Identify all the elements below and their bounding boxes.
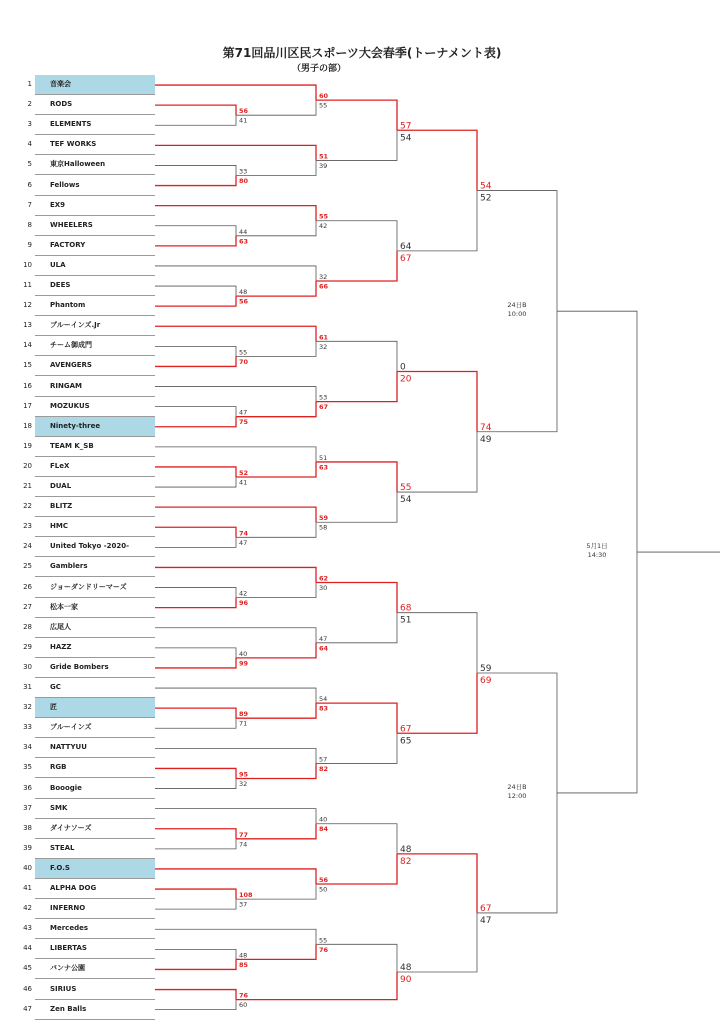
match-schedule: 12:00 [507,791,527,800]
winner-line [155,356,236,366]
match-schedule: 24日B [507,782,527,791]
winner-line [155,417,236,427]
bracket-line [155,648,236,658]
match-score: 48 [400,962,412,973]
team-number: 14 [23,341,32,350]
team-number: 28 [23,622,32,631]
match-score: 50 [319,885,328,894]
match-score: 82 [400,856,412,867]
team-name: 東京Halloween [50,160,106,169]
match-score: 55 [319,936,328,945]
match-score: 57 [400,121,412,132]
match-score: 74 [239,840,248,849]
team-number: 2 [27,100,32,109]
bracket-line [155,718,236,728]
page-subtitle: （男子の部） [291,64,346,74]
bracket-line [155,537,236,547]
bracket-line [155,1000,236,1010]
team-name: 匠 [50,703,57,712]
team-number: 15 [23,361,32,370]
match-score: 59 [480,663,492,674]
winner-line [155,296,236,306]
match-score: 62 [319,574,329,583]
match-score: 44 [239,227,248,236]
team-name: ブルーインズ [50,723,92,732]
match-schedule: 5月1日 [586,542,608,551]
team-number: 35 [23,763,32,772]
team-name: TEF WORKS [50,140,97,149]
match-score: 77 [239,830,249,839]
match-score: 54 [400,133,412,144]
team-name: バンナ公園 [50,964,85,973]
team-name: 広尾人 [50,622,71,631]
team-number: 38 [23,823,32,832]
match-score: 32 [319,342,328,351]
team-number: 32 [23,703,32,712]
winner-line [316,703,397,733]
match-score: 82 [319,764,329,773]
team-name: RGB [50,763,67,772]
match-score: 74 [480,422,492,433]
winner-line [236,281,316,296]
match-score: 58 [319,523,328,532]
match-score: 52 [239,469,249,477]
team-number: 5 [27,160,32,169]
team-name: Gride Bombers [50,662,109,671]
match-score: 32 [319,273,328,282]
team-name: SIRIUS [50,984,77,993]
team-name: ALPHA DOG [50,884,97,892]
team-number: 30 [23,662,32,671]
match-score: 53 [319,393,328,402]
team-name: Ninety-three [50,421,101,430]
bracket-line [316,341,397,371]
match-score: 60 [319,92,329,101]
bracket-line [316,613,397,643]
bracket-line [236,341,316,356]
match-schedule: 24日B [507,301,527,310]
match-score: 68 [400,603,412,614]
team-name: Gamblers [50,562,88,571]
winner-line [155,85,316,100]
team-number: 46 [23,984,32,993]
bracket-line [155,165,236,175]
team-name: FLeX [50,461,70,470]
team-number: 40 [23,863,32,872]
team-name: HMC [50,522,68,531]
team-number: 1 [27,80,32,88]
winner-line [155,105,236,115]
bracket-line [155,688,316,703]
bracket-line [477,311,557,432]
team-number: 39 [23,843,32,852]
match-score: 54 [319,695,328,704]
winner-line [316,100,397,130]
match-score: 55 [319,212,329,221]
team-number: 6 [27,180,32,189]
team-name: FACTORY [50,240,86,249]
winner-line [155,206,316,221]
match-score: 75 [239,418,249,427]
bracket-line [316,492,397,522]
winner-line [155,236,236,246]
team-number: 41 [23,884,32,892]
team-name: ジョーダンドリーマーズ [50,582,127,591]
team-name: LIBERTAS [50,944,87,953]
bracket-line [155,266,316,281]
winner-line [316,583,397,613]
match-score: 49 [480,434,492,445]
team-name: RINGAM [50,381,82,390]
winner-line [236,402,316,417]
bracket-line [155,929,316,944]
match-score: 20 [400,374,412,385]
team-number: 10 [23,260,32,269]
winner-line [155,708,236,718]
team-name: Zen Balls [50,1004,87,1013]
team-number: 44 [23,944,32,953]
winner-line [155,768,236,778]
match-score: 48 [239,288,248,297]
bracket-line [477,191,557,312]
team-number: 27 [23,602,32,611]
match-score: 76 [239,991,249,1000]
team-name: GC [50,683,61,691]
match-score: 42 [319,222,328,231]
match-score: 64 [319,644,329,653]
match-score: 41 [239,116,248,125]
winner-line [155,567,316,582]
team-number: 19 [23,441,32,450]
winner-line [236,944,316,959]
bracket-line [155,949,236,959]
bracket-line [155,387,316,402]
bracket-line [155,447,316,462]
match-score: 52 [480,193,492,204]
team-number: 24 [23,542,32,551]
match-score: 48 [239,951,248,960]
match-score: 56 [239,297,249,306]
match-score: 67 [400,724,412,735]
team-number: 45 [23,964,32,973]
team-name: 松本一家 [50,602,78,611]
bracket-line [155,809,316,824]
team-name: WHEELERS [50,220,93,229]
match-score: 56 [319,876,329,885]
team-number: 23 [23,522,32,531]
team-name: ダイナソーズ [50,823,92,832]
team-number: 8 [27,220,32,229]
match-score: 60 [239,1001,248,1010]
match-score: 59 [319,514,329,523]
team-name: BLITZ [50,502,73,511]
winner-line [155,889,236,899]
match-score: 47 [480,915,492,926]
team-number: 42 [23,904,32,913]
bracket-line [155,628,316,643]
team-name: F.O.S [50,863,70,872]
match-score: 40 [239,649,248,658]
bracket-line [155,899,236,909]
match-score: 41 [239,478,248,487]
match-schedule: 14:30 [587,551,607,560]
team-number: 4 [27,140,32,149]
winner-line [155,658,236,668]
match-score: 61 [319,333,329,342]
team-number: 20 [23,461,32,470]
team-number: 29 [23,642,32,651]
bracket-line [155,839,236,849]
team-number: 22 [23,502,32,511]
bracket-line [557,311,637,552]
match-score: 84 [319,825,329,834]
bracket-line [557,552,637,793]
team-name: Fellows [50,180,80,189]
team-number: 21 [23,482,32,490]
match-score: 80 [239,177,249,185]
match-score: 85 [239,960,249,969]
team-number: 17 [23,401,32,410]
team-number: 47 [23,1004,32,1013]
team-number: 3 [27,120,32,129]
match-score: 108 [239,891,253,900]
winner-line [155,467,236,477]
team-name: Mercedes [50,924,88,933]
match-score: 65 [400,736,412,747]
match-score: 63 [239,237,249,246]
match-score: 0 [400,362,406,373]
match-score: 63 [319,463,329,472]
match-score: 40 [319,815,328,824]
bracket-line [155,286,236,296]
winner-line [155,990,236,1000]
team-name: チーム御成門 [50,341,92,350]
match-score: 37 [239,900,248,909]
team-name: MOZUKUS [50,401,90,410]
bracket-line [316,221,397,251]
match-score: 30 [319,584,328,593]
winner-line [236,972,397,1000]
winner-line [155,527,236,537]
team-name: ELEMENTS [50,120,92,129]
team-name: STEAL [50,843,75,852]
page-title: 第71回品川区民スポーツ大会春季(トーナメント表) [222,46,502,60]
bracket-line [236,160,316,175]
match-score: 55 [319,101,328,110]
winner-line [316,371,397,401]
match-schedule: 10:00 [507,310,527,319]
winner-line [155,507,316,522]
winner-line [316,462,397,492]
match-score: 83 [319,704,329,713]
team-name: NATTYUU [50,743,87,752]
winner-line [155,829,236,839]
winner-line [155,959,236,969]
match-score: 64 [400,241,412,252]
match-score: 74 [239,529,249,538]
match-score: 96 [239,599,249,608]
match-score: 56 [239,107,249,116]
team-name: ブルーインズ.Jr [50,321,101,330]
team-name: United Tokyo -2020- [50,542,130,551]
bracket-line [155,588,236,598]
winner-line [316,251,397,281]
team-name: DEES [50,281,71,289]
match-score: 51 [319,152,329,161]
winner-line [155,598,236,608]
match-score: 89 [239,710,249,719]
bracket-line [236,221,316,236]
match-score: 47 [239,538,248,547]
team-name: AVENGERS [50,361,92,370]
bracket-line [477,673,557,793]
match-score: 67 [319,403,329,412]
team-name: Booogie [50,783,82,792]
team-name: DUAL [50,482,72,490]
team-number: 43 [23,924,32,933]
team-name: 音楽会 [50,80,71,88]
bracket-line [155,779,236,789]
team-number: 11 [23,281,32,289]
bracket-line [316,733,397,763]
match-score: 33 [239,167,248,176]
bracket-line [155,115,236,125]
team-name: INFERNO [50,904,86,913]
team-name: HAZZ [50,642,72,651]
team-number: 16 [23,381,32,390]
match-score: 51 [400,615,412,626]
match-score: 95 [239,770,249,779]
winner-line [155,145,316,160]
team-name: EX9 [50,200,66,209]
team-number: 31 [23,683,32,691]
match-score: 55 [239,348,248,357]
winner-line [155,176,236,186]
winner-line [236,643,316,658]
match-score: 66 [319,282,329,291]
bracket-line [155,226,236,236]
match-score: 54 [480,181,492,192]
bracket-line [236,583,316,598]
bracket-line [477,793,557,913]
bracket-line [155,346,236,356]
match-score: 55 [400,483,412,494]
bracket-line [316,944,397,972]
match-score: 47 [319,634,328,643]
team-number: 37 [23,803,32,812]
match-score: 71 [239,719,248,728]
team-name: ULA [50,260,66,269]
team-number: 13 [23,321,32,330]
match-score: 67 [400,253,412,264]
match-score: 54 [400,495,412,506]
team-number: 36 [23,783,32,792]
match-score: 99 [239,659,249,668]
team-name: SMK [50,803,68,812]
team-number: 9 [27,240,32,249]
bracket-line [155,748,316,763]
bracket-line [316,824,397,854]
bracket-line [316,130,397,160]
match-score: 51 [319,453,328,462]
team-number: 12 [23,301,32,310]
team-number: 34 [23,743,32,752]
team-number: 25 [23,562,32,571]
match-score: 70 [239,357,249,366]
match-score: 69 [480,675,492,686]
bracket-line [155,477,236,487]
team-name: Phantom [50,301,86,310]
team-number: 33 [23,723,32,732]
winner-line [316,854,397,884]
team-number: 7 [27,200,32,209]
winner-line [155,869,316,884]
match-score: 47 [239,408,248,417]
match-score: 57 [319,755,328,764]
team-name: TEAM K_SB [50,441,94,450]
match-score: 90 [400,974,412,985]
winner-line [155,326,316,341]
team-number: 26 [23,582,32,591]
match-score: 48 [400,844,412,855]
team-number: 18 [23,421,32,430]
team-name: RODS [50,100,73,109]
bracket-line [155,407,236,417]
match-score: 76 [319,945,329,954]
match-score: 67 [480,903,492,914]
match-score: 42 [239,589,248,598]
match-score: 32 [239,780,248,788]
match-score: 39 [319,161,328,170]
